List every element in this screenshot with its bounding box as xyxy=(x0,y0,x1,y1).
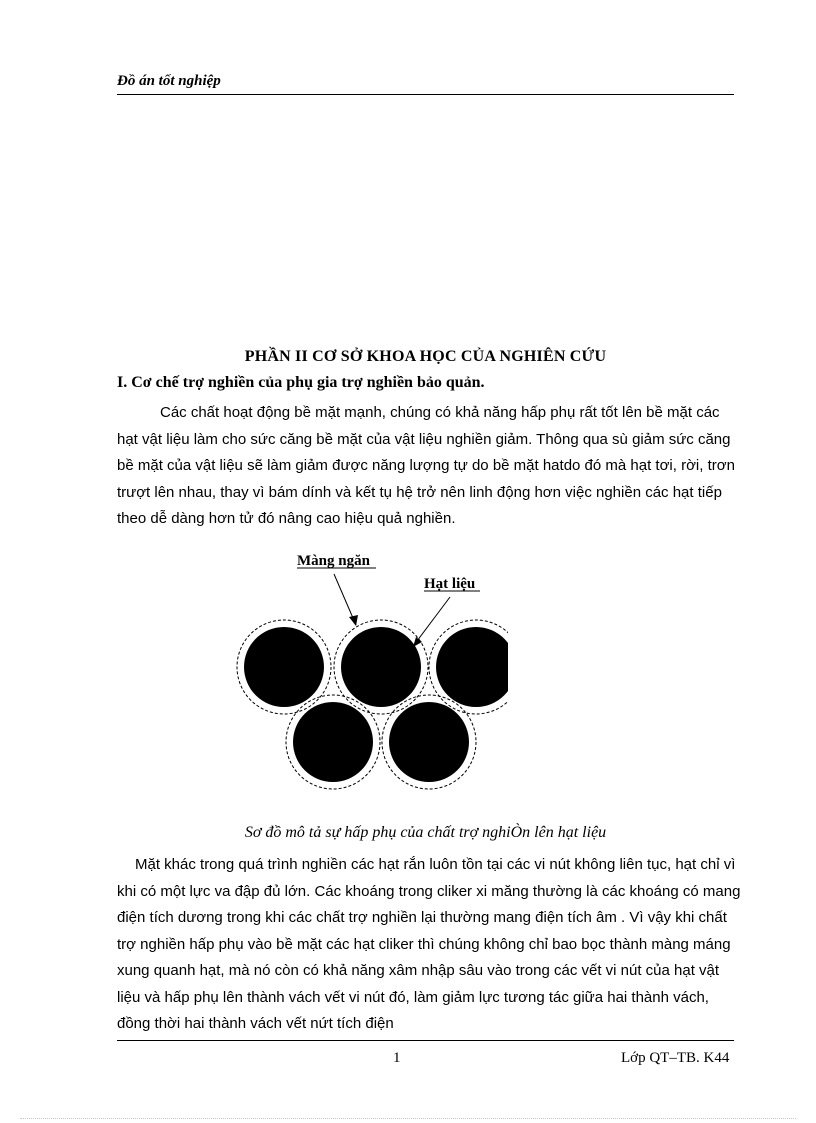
document-header-title: Đồ án tốt nghiệp xyxy=(117,73,221,89)
particle-circle xyxy=(341,627,421,707)
label-membrane: Màng ngăn xyxy=(297,553,370,569)
subsection-heading: I. Cơ chế trợ nghiền của phụ gia trợ nghiền bảo quản. xyxy=(117,374,485,391)
paragraph-intro-text: Các chất hoạt động bề mặt mạnh, chúng có khả năng hấp phụ rất tốt lên bề mặt các hạt vật liệu làm cho sức căng bề mặt của vật liệu nghiền giảm. Thông qua sù giảm sức căng bề mặt của vật liệu sẽ làm giảm được năng lượng tự do bề mặt hatdo đó mà hạt tơi, rời, trơn trượt lên nhau, thay vì bám dính và kết tụ hệ trở nên linh động hơn việc nghiền các hạt tiếp theo dễ dàng hơn tử đó nâng cao hiệu quả nghiền. xyxy=(117,404,735,527)
footer-divider xyxy=(117,1040,734,1041)
paragraph-intro xyxy=(117,400,739,533)
page-edge-divider xyxy=(20,1118,796,1119)
adsorption-diagram xyxy=(228,545,508,795)
label-particle: Hạt liệu xyxy=(424,576,476,592)
footer-class-label: Lớp QT–TB. K44 xyxy=(621,1050,730,1066)
page-number: 1 xyxy=(393,1050,401,1066)
paragraph-mechanism xyxy=(117,852,742,1038)
particle-circle xyxy=(244,627,324,707)
particle-circle xyxy=(436,627,508,707)
arrow-particle xyxy=(414,597,450,645)
figure-caption: Sơ đồ mô tả sự hấp phụ của chất trợ nghiÒn lên hạt liệu xyxy=(244,824,607,841)
arrow-membrane-head xyxy=(349,615,358,626)
particle-circle xyxy=(389,702,469,782)
header-divider xyxy=(117,94,734,95)
paragraph-mechanism-text: Mặt khác trong quá trình nghiền các hạt rắn luôn tồn tại các vi nút không liên tục, hạt chỉ vì khi có một lực va đập đủ lớn. Các khoáng trong cliker xi măng thường là các khoáng có mang điện tích dương trong khi các chất trợ nghiền lại thường mang điện tích âm . Vì vậy khi chất trợ nghiền hấp phụ vào bề mặt các hạt cliker thì chúng không chỉ bao bọc thành màng máng xung quanh hạt, mà nó còn có khả năng xâm nhập sâu vào trong các vết vi nút của hạt vật liệu và hấp phụ lên thành vách vết vi nút đó, làm giảm lực tương tác giữa hai thành vách, đồng thời hai thành vách vết nứt tích điện xyxy=(117,856,741,1032)
particle-circle xyxy=(293,702,373,782)
section-heading: PHẦN II CƠ SỞ KHOA HỌC CỦA NGHIÊN CỨU xyxy=(244,348,607,365)
